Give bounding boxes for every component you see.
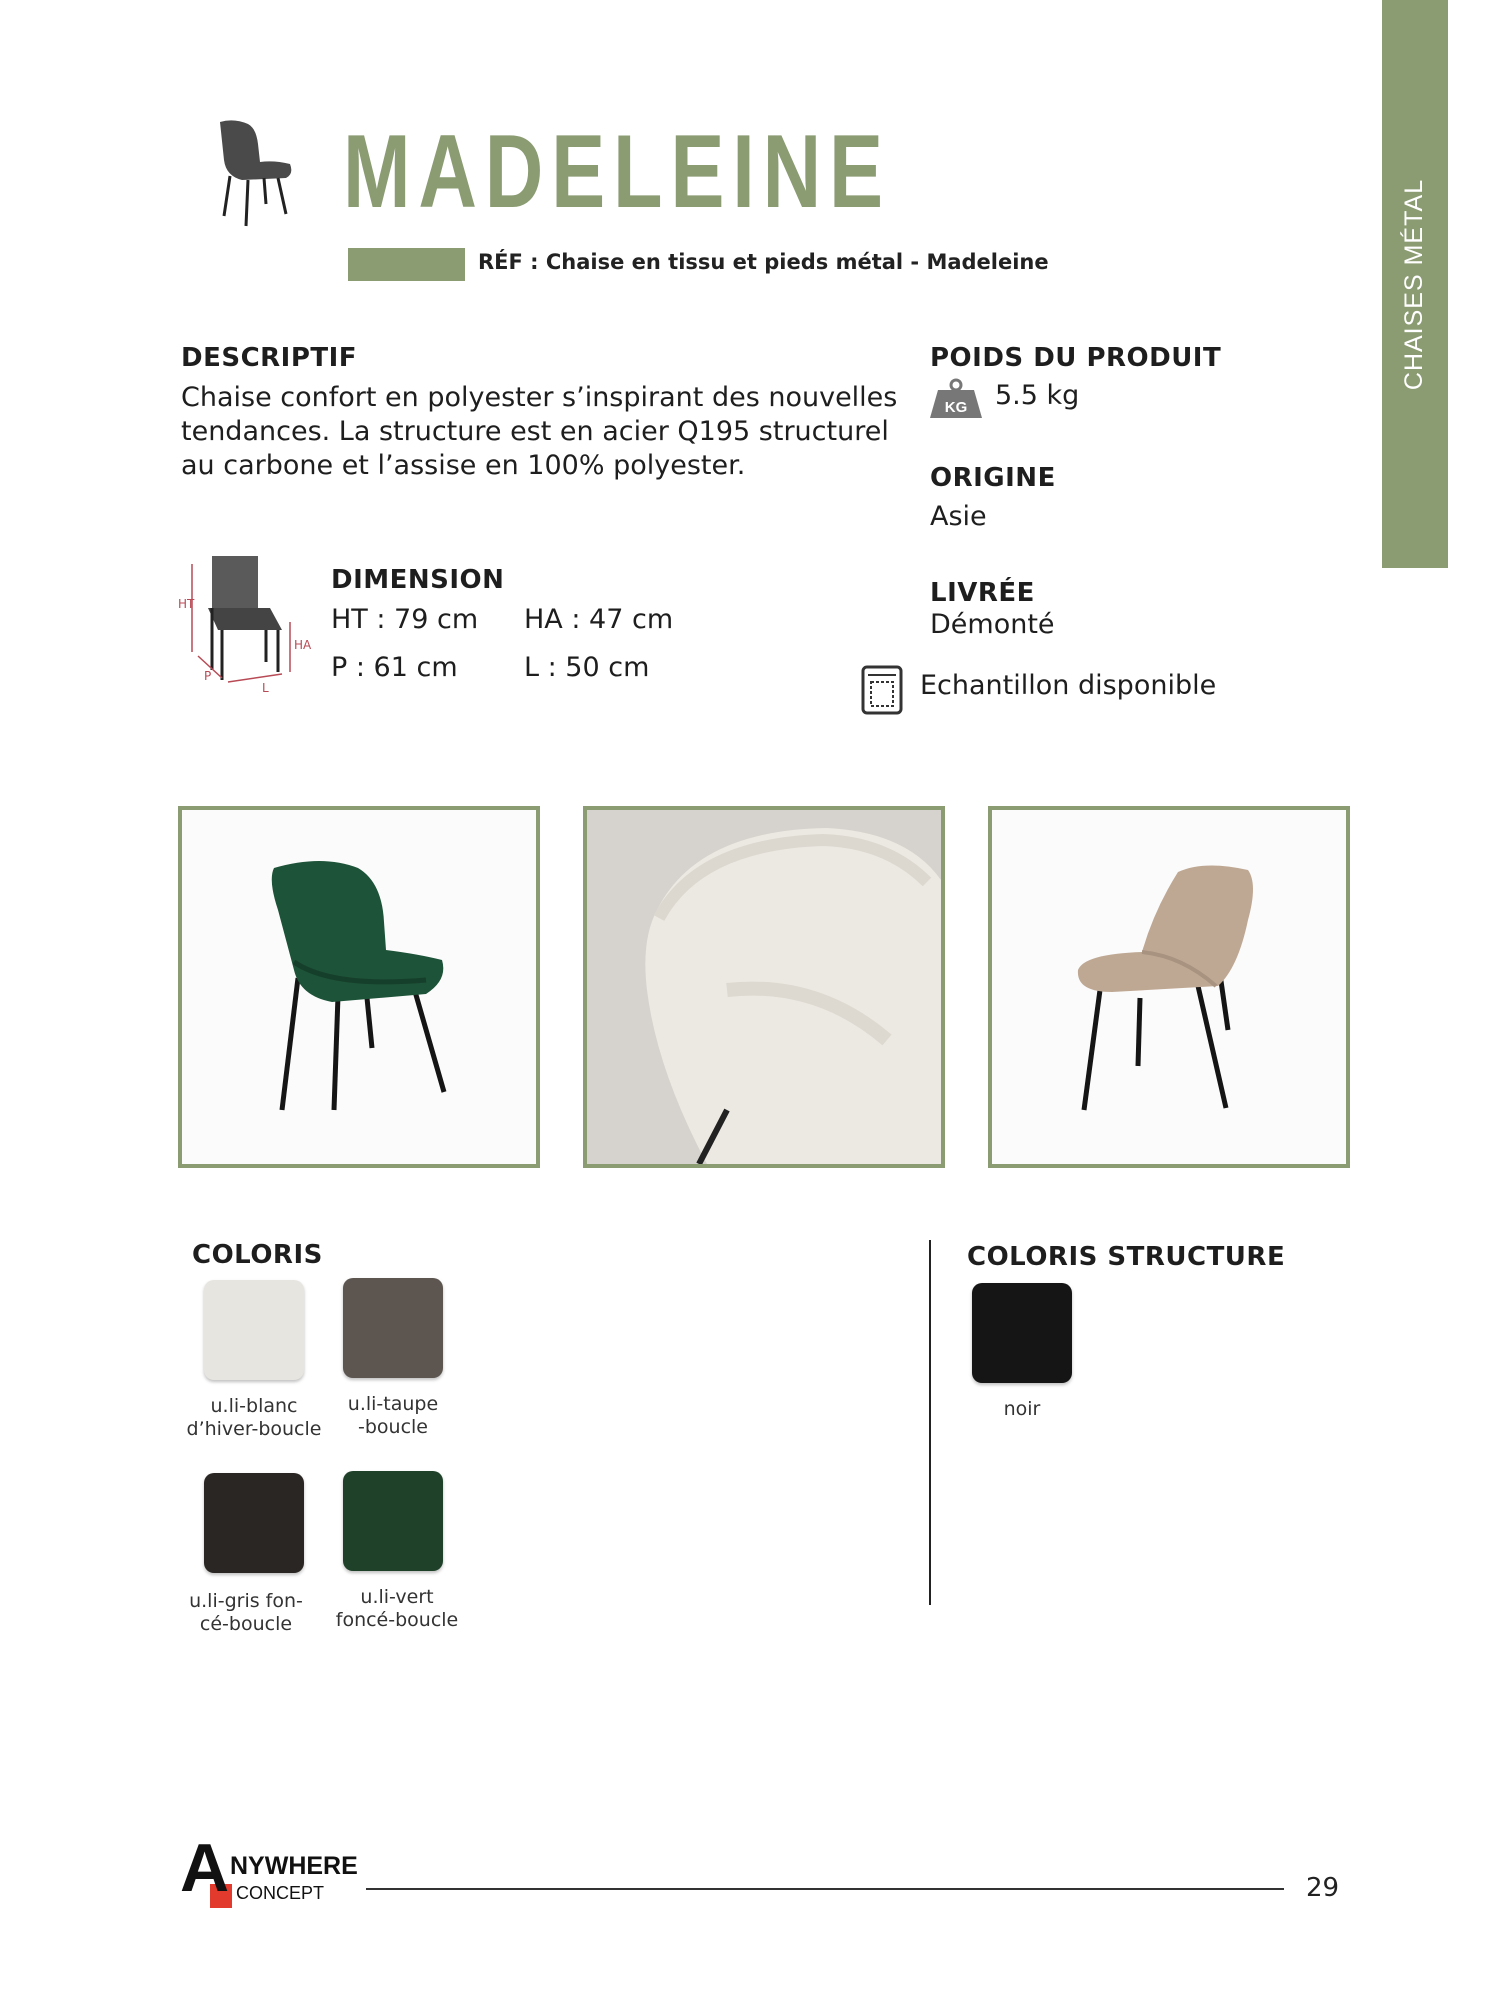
- dimension-p: P : 61 cm: [331, 652, 458, 683]
- descriptif-line: Chaise confort en polyester s’inspirant des nouvelles: [181, 382, 898, 413]
- sample-icon: [860, 664, 904, 716]
- footer-rule: [366, 1888, 1284, 1890]
- logo-letter: A: [180, 1830, 230, 1906]
- swatch-label-blanc: [174, 1395, 334, 1441]
- brand-logo: [180, 1830, 358, 1912]
- diagram-label-l: L: [262, 681, 269, 692]
- product-photo-green: [178, 806, 540, 1168]
- logo-sub: CONCEPT: [236, 1883, 325, 1903]
- dimension-ht: HT : 79 cm: [331, 604, 479, 635]
- swatch-noir: [972, 1283, 1072, 1383]
- section-divider: [929, 1240, 931, 1605]
- ref-accent-bar: [348, 248, 465, 281]
- descriptif-line: tendances. La structure est en acier Q195 structurel: [181, 416, 889, 447]
- dimension-l: L : 50 cm: [524, 652, 650, 683]
- livree-heading: LIVRÉE: [930, 578, 1035, 608]
- descriptif-heading: DESCRIPTIF: [181, 343, 358, 373]
- diagram-label-ht: HT: [178, 597, 195, 611]
- beige-chair-image: [992, 810, 1346, 1164]
- swatch-vert: [343, 1471, 443, 1571]
- swatch-label-line: d’hiver-boucle: [186, 1418, 322, 1440]
- swatch-blanc: [204, 1280, 304, 1380]
- swatch-label-line: u.li-vert: [360, 1586, 434, 1608]
- descriptif-text: [181, 381, 901, 483]
- swatch-label-line: foncé-boucle: [335, 1609, 459, 1631]
- origine-value: Asie: [930, 501, 987, 532]
- swatch-label-line: u.li-blanc: [210, 1395, 298, 1417]
- swatch-label-noir: noir: [1003, 1398, 1041, 1420]
- chair-icon: [212, 118, 298, 230]
- swatch-label-line: cé-boucle: [199, 1613, 293, 1635]
- swatch-taupe: [343, 1278, 443, 1378]
- boucle-detail-image: [587, 810, 941, 1164]
- swatch-color: [204, 1280, 304, 1380]
- swatch-label-taupe: [313, 1393, 473, 1439]
- coloris-heading: COLORIS: [192, 1240, 323, 1270]
- page-number: 29: [1306, 1873, 1340, 1903]
- diagram-label-p: P: [204, 669, 212, 683]
- swatch-label-line: u.li-taupe: [347, 1393, 439, 1415]
- logo-name: NYWHERE: [230, 1852, 358, 1880]
- product-photo-beige: [988, 806, 1350, 1168]
- weight-icon: [928, 378, 984, 420]
- product-title: MADELEINE: [343, 114, 891, 230]
- dimension-ha: HA : 47 cm: [524, 604, 674, 635]
- swatch-color: [343, 1278, 443, 1378]
- swatch-label-line: -boucle: [358, 1416, 428, 1438]
- swatch-gris: [204, 1473, 304, 1573]
- diagram-label-ha: HA: [294, 638, 312, 652]
- swatch-color: [343, 1471, 443, 1571]
- dimension-diagram-icon: [178, 552, 322, 692]
- category-side-tab: [1382, 0, 1448, 568]
- dimension-heading: DIMENSION: [331, 565, 505, 595]
- product-photo-detail: [583, 806, 945, 1168]
- descriptif-line: au carbone et l’assise en 100% polyester.: [181, 450, 746, 481]
- origine-heading: ORIGINE: [930, 463, 1056, 493]
- echantillon-text: Echantillon disponible: [920, 670, 1217, 701]
- swatch-color: [204, 1473, 304, 1573]
- swatch-color: [972, 1283, 1072, 1383]
- swatch-label-line: u.li-gris fon-: [189, 1590, 303, 1612]
- product-reference: RÉF : Chaise en tissu et pieds métal - Madeleine: [478, 250, 1049, 274]
- swatch-label-vert: [317, 1586, 477, 1632]
- coloris-structure-heading: COLORIS STRUCTURE: [967, 1242, 1286, 1272]
- category-label: CHAISES MÉTAL: [1400, 178, 1429, 390]
- livree-value: Démonté: [930, 609, 1055, 640]
- poids-value: 5.5 kg: [995, 380, 1080, 411]
- poids-heading: POIDS DU PRODUIT: [930, 343, 1222, 373]
- swatch-label-gris: [166, 1590, 326, 1636]
- green-chair-image: [182, 810, 536, 1164]
- weight-badge-text: KG: [944, 399, 968, 416]
